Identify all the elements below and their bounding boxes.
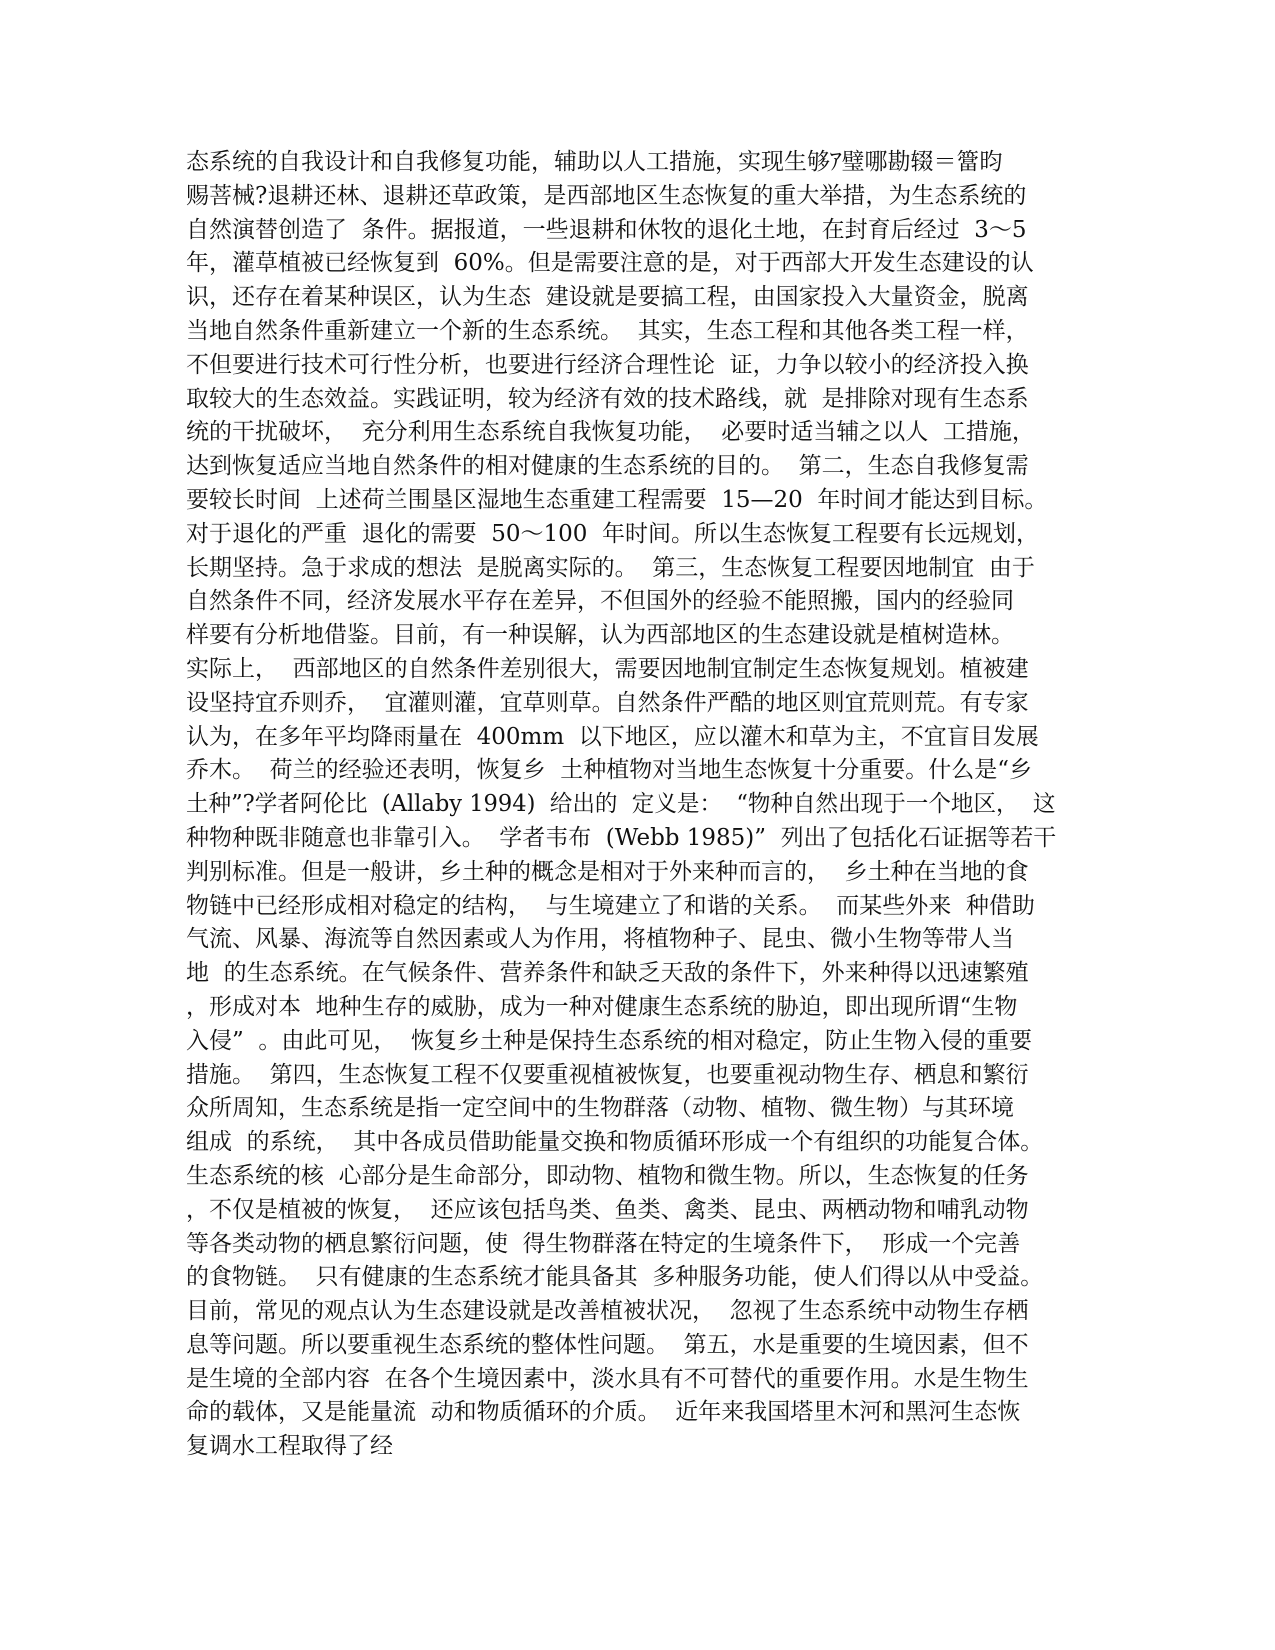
text-line: 土种”?学者阿伦比 (Allaby 1994) 给出的 定义是： “物种自然出现于一个地区， 这: [186, 791, 1056, 818]
text-line: 目前，常见的观点认为生态建设就是改善植被状况， 忽视了生态系统中动物生存栖: [186, 1298, 1029, 1325]
text-line: ，不仅是植被的恢复， 还应该包括鸟类、鱼类、禽类、昆虫、两栖动物和哺乳动物: [186, 1196, 1029, 1223]
text-line: 年，灌草植被已经恢复到 60%。但是需要注意的是，对于西部大开发生态建设的认: [186, 250, 1034, 277]
text-line: 达到恢复适应当地自然条件的相对健康的生态系统的目的。 第二，生态自我修复需: [186, 453, 1029, 480]
text-line: 复调水工程取得了经: [186, 1433, 393, 1460]
text-line: 要较长时间 上述荷兰围垦区湿地生态重建工程需要 15—20 年时间才能达到目标。: [186, 486, 1048, 513]
text-line: 地 的生态系统。在气候条件、营养条件和缺乏天敌的条件下，外来种得以迅速繁殖: [186, 960, 1029, 987]
text-line: 生态系统的核 心部分是生命部分，即动物、植物和微生物。所以，生态恢复的任务: [186, 1162, 1029, 1189]
text-line: 众所周知，生态系统是指一定空间中的生物群落（动物、植物、微生物）与其环境: [186, 1095, 1014, 1122]
text-line: 乔木。 荷兰的经验还表明，恢复乡 土种植物对当地生态恢复十分重要。什么是“乡: [186, 757, 1033, 784]
text-line: 措施。 第四，生态恢复工程不仅要重视植被恢复，也要重视动物生存、栖息和繁衍: [186, 1061, 1029, 1088]
text-line: 息等问题。所以要重视生态系统的整体性问题。 第五，水是重要的生境因素，但不: [186, 1331, 1029, 1358]
body-text: [186, 146, 1086, 1464]
text-line: 识，还存在着某种误区，认为生态 建设就是要搞工程，由国家投入大量资金，脱离: [186, 284, 1029, 311]
text-line: 的食物链。 只有健康的生态系统才能具备其 多种服务功能，使人们得以从中受益。: [186, 1264, 1044, 1291]
text-line: 统的干扰破坏， 充分利用生态系统自我恢复功能， 必要时适当辅之以人 工措施，: [186, 419, 1035, 446]
text-line: 态系统的自我设计和自我修复功能，辅助以人工措施，实现生够ｱ璧哪勘辍＝簹昀: [186, 149, 1003, 175]
text-line: 当地自然条件重新建立一个新的生态系统。 其实，生态工程和其他各类工程一样，: [186, 317, 1029, 344]
text-line: 判别标准。但是一般讲，乡土种的概念是相对于外来种而言的， 乡土种在当地的食: [186, 858, 1029, 885]
text-line: 自然演替创造了 条件。据报道，一些退耕和休牧的退化土地，在封育后经过 3～5: [186, 216, 1027, 243]
text-line: 不但要进行技术可行性分析，也要进行经济合理性论 证，力争以较小的经济投入换: [186, 351, 1029, 378]
text-line: 长期坚持。急于求成的想法 是脱离实际的。 第三，生态恢复工程要因地制宜 由于: [186, 554, 1035, 581]
text-line: 样要有分析地借鉴。目前，有一种误解，认为西部地区的生态建设就是植树造林。: [186, 622, 1014, 649]
text-line: 命的载体，又是能量流 动和物质循环的介质。 近年来我国塔里木河和黑河生态恢: [186, 1399, 1021, 1426]
text-line: 物链中已经形成相对稳定的结构， 与生境建立了和谐的关系。 而某些外来 种借助: [186, 892, 1035, 919]
text-line: 自然条件不同，经济发展水平存在差异，不但国外的经验不能照搬，国内的经验同: [186, 588, 1014, 615]
text-line: 入侵” 。由此可见， 恢复乡土种是保持生态系统的相对稳定，防止生物入侵的重要: [186, 1027, 1033, 1054]
text-line: 设坚持宜乔则乔， 宜灌则灌，宜草则草。自然条件严酷的地区则宜荒则荒。有专家: [186, 689, 1029, 716]
text-line: 气流、风暴、海流等自然因素或人为作用，将植物种子、昆虫、微小生物等带人当: [186, 926, 1014, 953]
text-line: 实际上， 西部地区的自然条件差别很大，需要因地制宜制定生态恢复规划。植被建: [186, 655, 1029, 682]
text-line: ，形成对本 地种生存的威胁，成为一种对健康生态系统的胁迫，即出现所谓“生物: [186, 993, 1018, 1020]
text-line: 取较大的生态效益。实践证明，较为经济有效的技术路线，就 是排除对现有生态系: [186, 385, 1029, 412]
text-line: 赐菩械?退耕还林、退耕还草政策，是西部地区生态恢复的重大举措，为生态系统的: [186, 182, 1027, 209]
text-line: 认为，在多年平均降雨量在 400mm 以下地区，应以灌木和草为主，不宜盲目发展: [186, 723, 1039, 750]
text-line: 组成 的系统， 其中各成员借助能量交换和物质循环形成一个有组织的功能复合体。: [186, 1129, 1044, 1156]
text-line: 种物种既非随意也非靠引入。 学者韦布 (Webb 1985)” 列出了包括化石证据等若干: [186, 824, 1057, 851]
text-line: 是生境的全部内容 在各个生境因素中，淡水具有不可替代的重要作用。水是生物生: [186, 1365, 1029, 1392]
text-line: 等各类动物的栖息繁衍问题，使 得生物群落在特定的生境条件下， 形成一个完善: [186, 1230, 1021, 1257]
text-line: 对于退化的严重 退化的需要 50～100 年时间。所以生态恢复工程要有长远规划，: [186, 520, 1040, 547]
